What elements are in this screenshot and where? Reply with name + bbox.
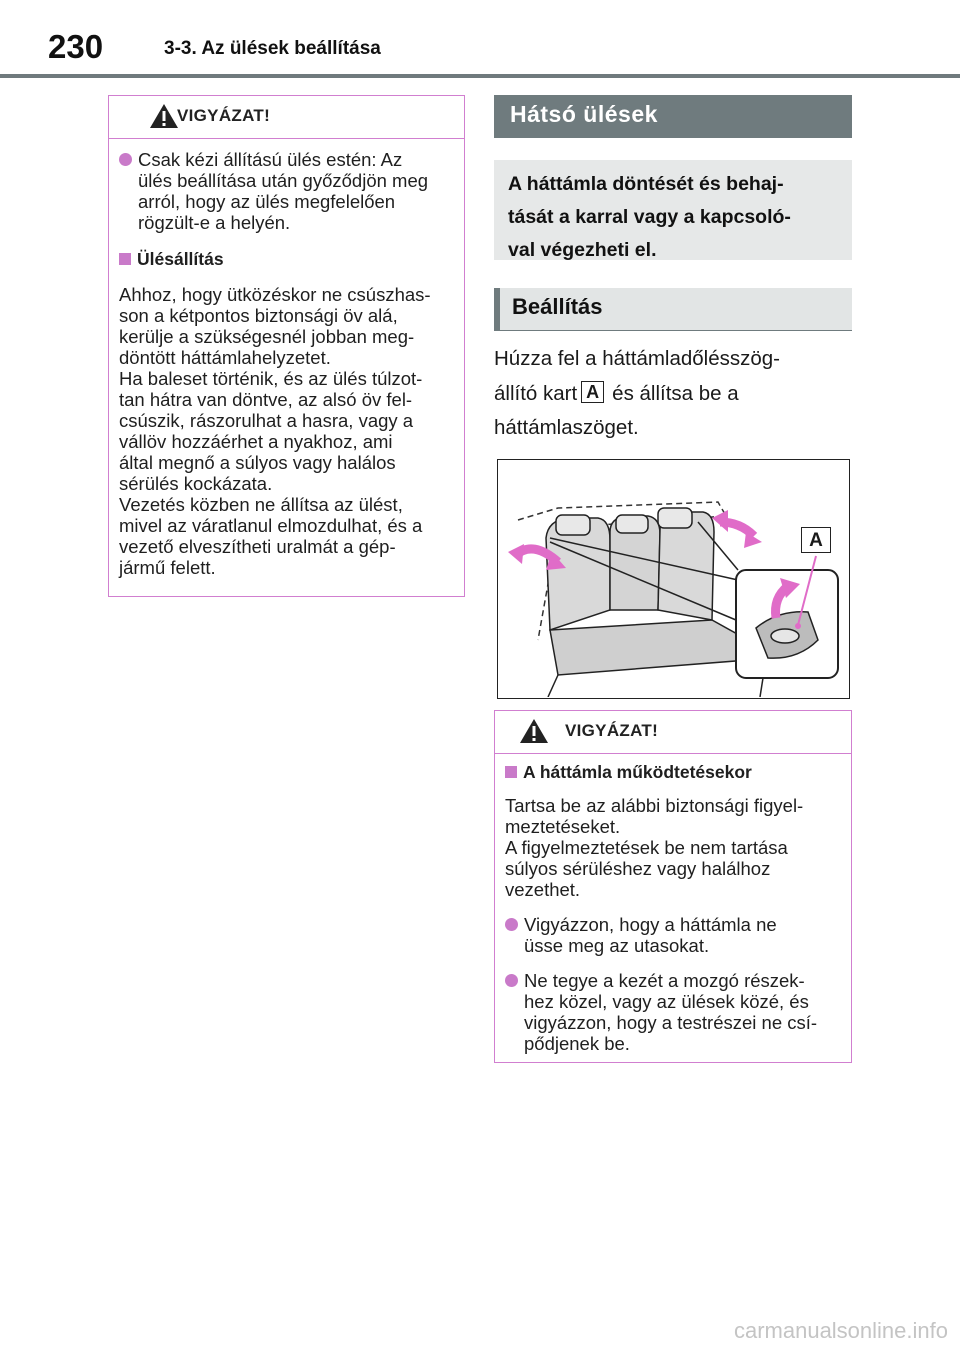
section-title: 3-3. Az ülések beállítása: [164, 38, 381, 59]
caution-paragraph: Tartsa be az alábbi biztonsági figyel- meztetéseket. A figyelmeztetések be nem tartása súlyos sérüléshez vagy halálhoz vezethet.: [505, 795, 804, 900]
text-line: rögzült-e a helyén.: [138, 212, 291, 233]
caution-box-left: [108, 95, 465, 597]
subsection-banner: Beállítás: [494, 288, 852, 331]
callout-label-inline: A: [581, 381, 604, 403]
caution-bullet: Vigyázzon, hogy a háttámla ne üsse meg az utasokat.: [505, 914, 839, 956]
callout-label-a: A: [801, 527, 831, 553]
text-line: Csak kézi állítású ülés estén: Az: [138, 149, 403, 170]
seat-drawing: [498, 460, 848, 697]
text-line: ülés beállítása után győződjön meg: [138, 170, 429, 191]
caution-box-right: [494, 710, 852, 1063]
square-bullet-icon: [505, 766, 517, 778]
text-line: arról, hogy az ülés megfelelően: [138, 191, 396, 212]
section-banner: Hátsó ülések: [494, 95, 852, 138]
caution-header: [495, 711, 851, 754]
warning-triangle-icon: [149, 102, 179, 130]
square-bullet-icon: [119, 253, 131, 265]
intro-box: A háttámla döntését és behaj- tását a karral vagy a kapcsoló- val végezheti el.: [494, 160, 852, 260]
caution-header: [109, 96, 464, 139]
rear-seat-illustration: [497, 459, 850, 699]
caution-subheading: Ülésállítás: [119, 249, 452, 270]
page-number: 230: [48, 28, 104, 65]
header-rule: [0, 74, 960, 78]
caution-bullet: Ne tegye a kezét a mozgó részek- hez közel, vagy az ülések közé, és vigyázzon, hogy a testrészei ne csí- pődjenek be.: [505, 970, 839, 1054]
caution-title: VIGYÁZAT!: [565, 721, 659, 740]
watermark: carmanualsonline.info: [733, 1318, 948, 1343]
caution-paragraph: Ahhoz, hogy ütközéskor ne csúszhas- son a kétpontos biztonsági öv alá, kerülje a szükségesnél jobban meg- döntött háttámlahelyzetet. Ha baleset történik, és az ülés túlzot- tan hátra van döntve, az alsó öv fel- csúszik, rászorulhat a hasra, vagy a vállöv hozzáérhet a nyakhoz, ami által megnő a súlyos vagy halálos sérülés kockázata. Vezetés közben ne állítsa az ülést, mivel az váratlanul elmozdulhat, és a vezető elveszítheti uralmát a gép- jármű felett.: [119, 284, 431, 578]
caution-bullet: [119, 149, 452, 233]
caution-subheading: A háttámla működtetésekor: [505, 762, 839, 783]
bullet-dot-icon: [119, 153, 132, 166]
warning-triangle-icon: [519, 717, 549, 745]
bullet-dot-icon: [505, 974, 518, 987]
caution-title: VIGYÁZAT!: [177, 106, 271, 125]
bullet-dot-icon: [505, 918, 518, 931]
instruction-text: Húzza fel a háttámladőlésszög- állító kart A és állítsa be a háttámlaszöget.: [494, 347, 781, 439]
